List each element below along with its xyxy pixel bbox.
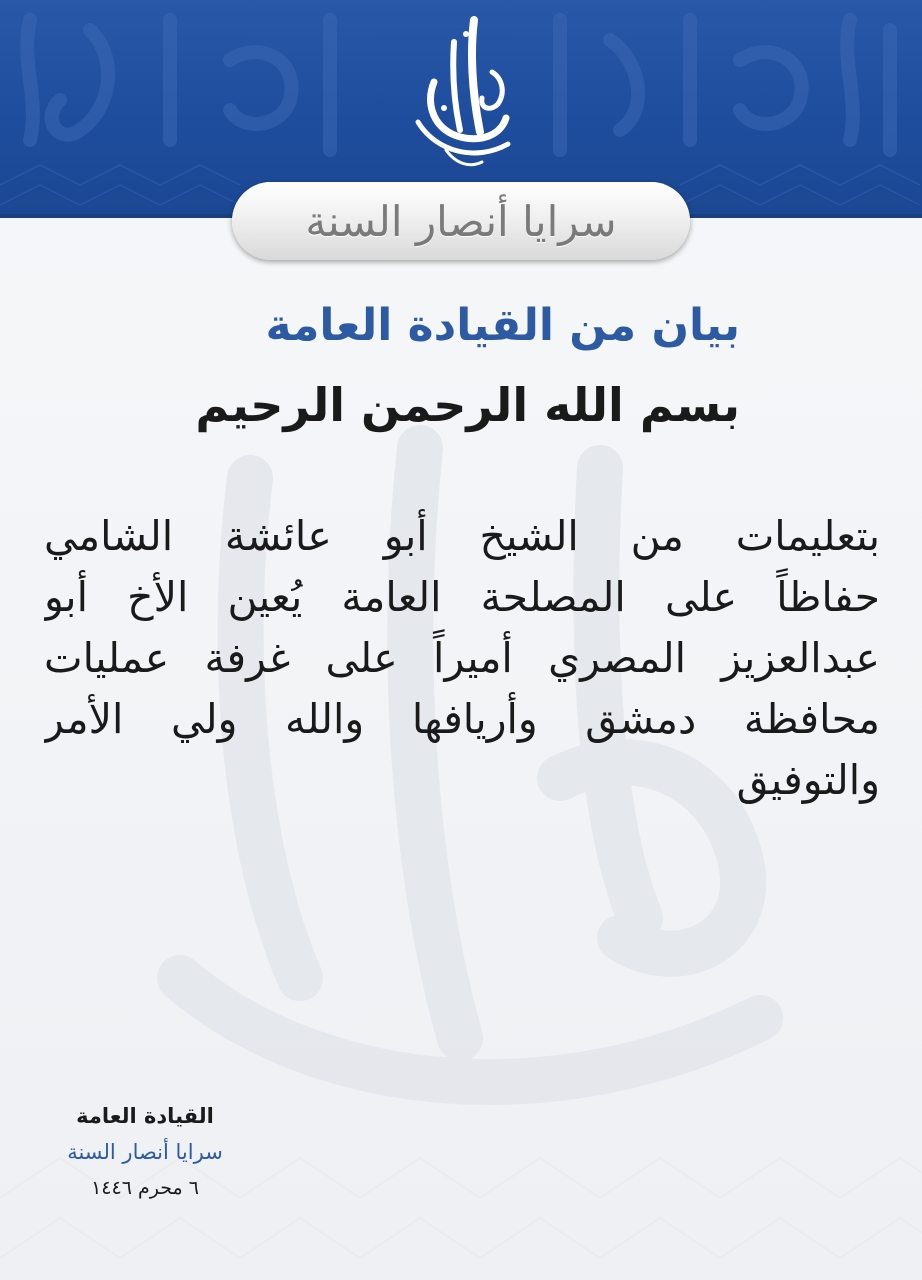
body-line: والتوفيق [736,756,880,804]
statement-title: بيان من القيادة العامة [265,300,740,351]
statement-body [44,506,880,811]
body-line: محافظة دمشق وأريافها والله ولي الأمر [44,695,880,743]
signature-date: ٦ محرم ١٤٤٦ [91,1177,199,1199]
emblem-logo [396,12,526,172]
body-line: حفاظاً على المصلحة العامة يُعين الأخ أبو [44,573,880,621]
basmala-heading: بسم الله الرحمن الرحيم [195,378,740,432]
body-line: عبدالعزيز المصري أميراً على غرفة عمليات [44,634,880,682]
signature-block [30,1098,260,1206]
group-name-plate [232,182,690,260]
signature-group: سرايا أنصار السنة [67,1140,223,1164]
group-name-logotype: سرايا أنصار السنة [305,196,617,246]
body-line: بتعليمات من الشيخ أبو عائشة الشامي [44,512,880,560]
signature-authority: القيادة العامة [76,1104,214,1128]
